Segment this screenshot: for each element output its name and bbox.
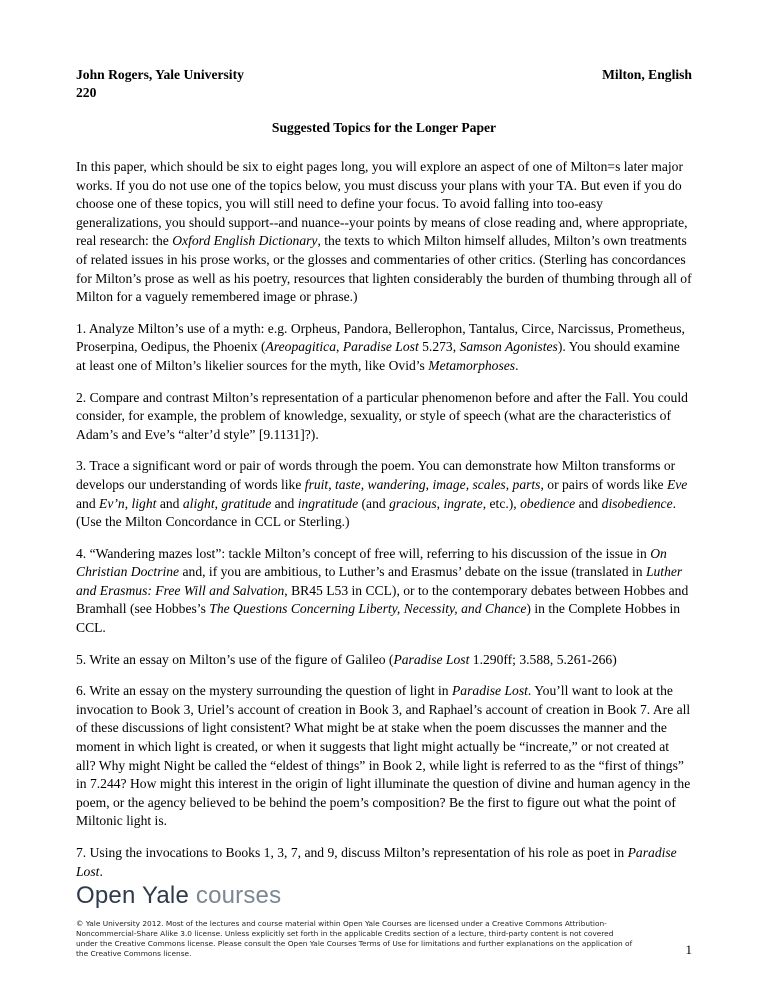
course-number: 220 bbox=[76, 85, 97, 100]
document-body bbox=[76, 158, 692, 894]
topic-2: 2. Compare and contrast Milton’s representation of a particular phenomenon before and after the Fall. You could consider, for example, the problem of knowledge, sexuality, or style of speech (what are the characteristics of Adam’s and Eve’s “alter’d style” [9.1131]?). bbox=[76, 389, 688, 442]
topic-5: 5. Write an essay on Milton’s use of the figure of Galileo (Paradise Lost 1.290ff; 3.588, 5.261-266) bbox=[76, 651, 617, 667]
header bbox=[76, 66, 692, 102]
course-name: Milton, English bbox=[602, 67, 692, 82]
header-left bbox=[76, 66, 326, 102]
author-line: John Rogers, Yale University bbox=[76, 67, 244, 82]
topic-3: 3. Trace a significant word or pair of words through the poem. You can demonstrate how Milton transforms or develops our understanding of words like fruit, taste, wandering, image, scales, parts, or pairs of words like Eve and Ev’n, light and alight, gratitude and ingratitude (and gracious, ingrate, etc.), obedience and disobedience. (Use the Milton Concordance in CCL or Sterling.) bbox=[76, 458, 688, 530]
intro-paragraph: In this paper, which should be six to eight pages long, you will explore an aspect of one of Milton=s later major works. If you do not use one of the topics below, you must discuss your plans with your TA. But even if you do choose one of these topics, you will still need to define your focus. To avoid falling into too-easy generalizations, you should support--and nuance--your points by means of close reading and, where appropriate, real research: the Oxford English Dictionary, the texts to which Milton himself alludes, Milton’s own treatments of related issues in his prose works, or the glosses and commentaries of other critics. (Sterling has concordances for Milton’s prose as well as his poetry, resources that lighten considerably the burden of thumbing through all of Milton for a vaguely remembered image or phrase.) bbox=[76, 159, 692, 305]
page-title: Suggested Topics for the Longer Paper bbox=[271, 120, 497, 135]
page-number: 1 bbox=[685, 942, 692, 957]
topic-1: 1. Analyze Milton’s use of a myth: e.g. Orpheus, Pandora, Bellerophon, Tantalus, Circe, Narcissus, Prometheus, Proserpina, Oedipus, the Phoenix (Areopagitica, Paradise Lost 5.273, Samson Agonistes). You should examine at least one of Milton’s likelier sources for the myth, like Ovid’s Metamorphoses. bbox=[76, 320, 685, 373]
topic-7: 7. Using the invocations to Books 1, 3, 7, and 9, discuss Milton’s representation of his role as poet in Paradise Lost. bbox=[76, 845, 677, 879]
license-notice: © Yale University 2012. Most of the lectures and course material within Open Yale Courses are licensed under a Creative Commons Attribution-Noncommercial-Share Alike 3.0 license. Unless explicitly set forth in the applicable Credits section of a lecture, third-party content is not covered under the Creative Commons license. Please consult the Open Yale Courses Terms of Use for limitations and further explanations on the application of the Creative Commons license. bbox=[76, 919, 633, 959]
topic-4: 4. “Wandering mazes lost”: tackle Milton’s concept of free will, referring to his discussion of the issue in On Christian Doctrine and, if you are ambitious, to Luther’s and Erasmus’ debate on the issue (translated in Luther and Erasmus: Free Will and Salvation, BR45 L53 in CCL), or to the contemporary debates between Hobbes and Bramhall (see Hobbes’s The Questions Concerning Liberty, Necessity, and Chance) in the Complete Hobbes in CCL. bbox=[76, 545, 689, 636]
topic-6: 6. Write an essay on the mystery surrounding the question of light in Paradise Lost. You’ll want to look at the invocation to Book 3, Uriel’s account of creation in Book 3, and Raphael’s account of creation in Book 7. Are all of these discussions of light consistent? What might be at stake when the poem discusses the manner and the moment in which light is created, or when it suggests that light might actually be “increate,” or not created at all? Why might Night be called the “eldest of things” in Book 2, while light is referred to as the “first of things” in 7.244? How might this interest in the origin of light illuminate the question of divine and human agency in the poem, or the agency believed to be behind the poem’s composition? Be the first to figure out what the point of Miltonic light is. bbox=[76, 683, 691, 829]
open-yale-courses-logo: Open Yale courses bbox=[76, 882, 282, 909]
